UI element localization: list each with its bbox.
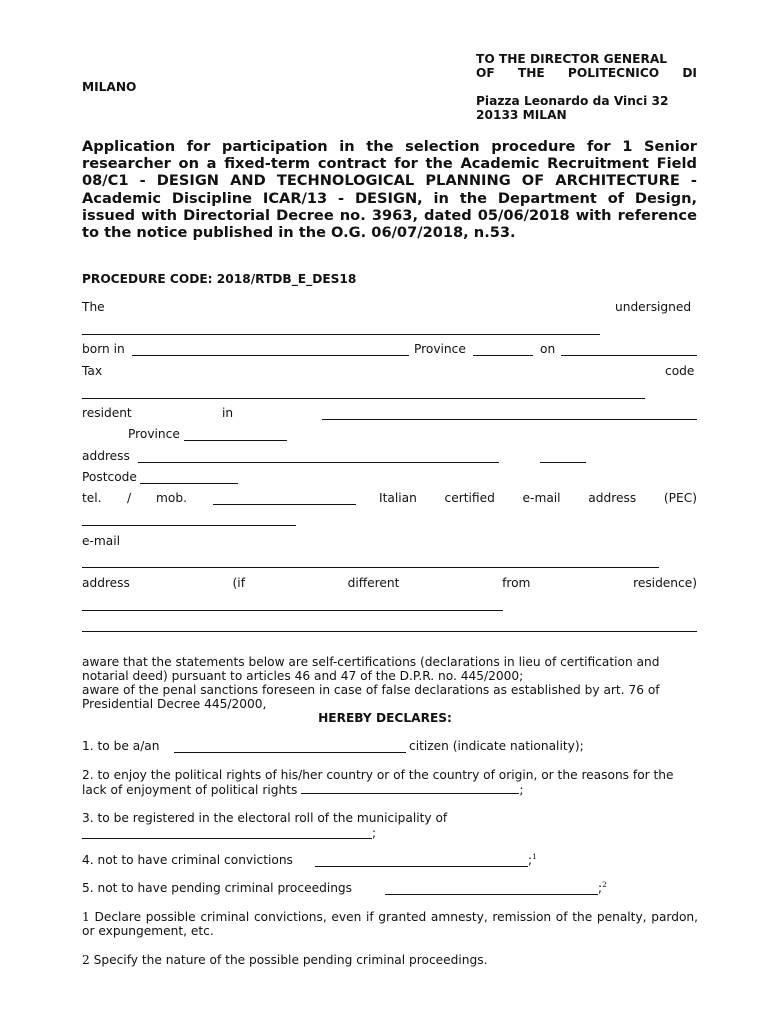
label-tax: Tax xyxy=(82,364,103,378)
residence-field-line[interactable] xyxy=(322,419,697,420)
label-code: code xyxy=(665,364,695,378)
label-mob: mob. xyxy=(156,491,187,505)
declaration-3-text: 3. to be registered in the electoral roll of the municipality of xyxy=(82,811,448,825)
addressee-word: THE xyxy=(517,66,545,80)
label-born-in: born in xyxy=(82,342,125,356)
declaration-5-text: 5. not to have pending criminal proceedings xyxy=(82,881,353,895)
declaration-1-suffix: citizen (indicate nationality); xyxy=(409,739,584,753)
declaration-2-end: ; xyxy=(519,783,524,797)
phone-field-line[interactable] xyxy=(213,504,356,505)
alt-address-word: address xyxy=(82,576,130,590)
label-undersigned: undersigned xyxy=(615,300,692,314)
addressee-street: Piazza Leonardo da Vinci 32 xyxy=(476,94,669,108)
label-province: Province xyxy=(414,342,466,356)
alt-address-word: different xyxy=(347,576,400,590)
addressee-line-1: TO THE DIRECTOR GENERAL xyxy=(476,52,668,66)
footnote-1 xyxy=(82,910,698,938)
pec-word: e-mail xyxy=(522,491,561,505)
email-field-line[interactable] xyxy=(82,567,659,568)
declaration-1-prefix: 1. to be a/an xyxy=(82,739,160,753)
footnote-ref-1[interactable]: 1 xyxy=(532,852,537,861)
alt-address-word: from xyxy=(502,576,531,590)
label-residence-province: Province xyxy=(128,427,180,441)
addressee-word: OF xyxy=(476,66,495,80)
postcode-field-line[interactable] xyxy=(140,483,238,484)
declaration-4-text: 4. not to have criminal convictions xyxy=(82,853,293,867)
footnote-2 xyxy=(82,953,698,967)
pec-field-line[interactable] xyxy=(82,525,296,526)
footnote-ref-2[interactable]: 2 xyxy=(602,880,607,889)
declaration-4-semicolon: ; xyxy=(528,853,533,867)
addressee-word: POLITECNICO xyxy=(567,66,660,80)
birthplace-field-line[interactable] xyxy=(132,355,409,356)
declaration-2-text: 2. to enjoy the political rights of his/her country or of the country of origin, or the reasons for the lack of enjoyment of political rights xyxy=(82,768,674,797)
label-slash: / xyxy=(127,491,132,505)
hereby-declares-heading: HEREBY DECLARES: xyxy=(318,711,452,725)
pec-word: certified xyxy=(444,491,495,505)
procedure-code: PROCEDURE CODE: 2018/RTDB_E_DES18 xyxy=(82,272,357,286)
pec-word: address xyxy=(588,491,637,505)
addressee-line-2 xyxy=(476,66,697,80)
addressee-word: DI xyxy=(682,66,697,80)
aware-self-certification: aware that the statements below are self-certifications (declarations in lieu of certification and notarial deed) pursuant to articles 46 and 47 of the D.P.R. no. 445/2000; xyxy=(82,655,660,683)
label-email: e-mail xyxy=(82,534,121,548)
addressee-postal: 20133 MILAN xyxy=(476,108,567,122)
label-address: address xyxy=(82,449,130,463)
alt-address-word: residence) xyxy=(633,576,697,590)
footnote-2-text: Specify the nature of the possible pending criminal proceedings. xyxy=(93,953,488,967)
label-in: in xyxy=(222,406,234,420)
alt-address-label-row xyxy=(82,576,697,590)
addressee-city: MILANO xyxy=(82,80,137,94)
declaration-4-end xyxy=(528,853,537,867)
birth-province-field-line[interactable] xyxy=(473,355,533,356)
address-field-line[interactable] xyxy=(138,462,499,463)
declaration-3-end: ; xyxy=(372,826,377,840)
tax-code-field-line[interactable] xyxy=(82,398,645,399)
declaration-2 xyxy=(82,768,698,797)
label-on: on xyxy=(540,342,556,356)
label-postcode: Postcode xyxy=(82,470,137,484)
application-title: Application for participation in the selection procedure for 1 Senior researcher on a fixed-term contract for the Academic Recruitment Field 08/C1 - DESIGN AND TECHNOLOGICAL PLANNING OF ARCHITECTURE - Academic Discipline ICAR/13 - DESIGN, in the Department of Design, issued with Directorial Decree no. 3963, dated 05/06/2018 with reference to the notice published in the O.G. 06/07/2018, n.53. xyxy=(82,138,697,242)
label-tel: tel. xyxy=(82,491,102,505)
name-field-line[interactable] xyxy=(82,334,600,335)
declaration-5-end xyxy=(598,881,607,895)
residence-province-field-line[interactable] xyxy=(184,440,287,441)
footnote-1-number: 1 xyxy=(82,910,90,924)
alt-address-field-line-2[interactable] xyxy=(82,631,697,632)
alt-address-word: (if xyxy=(232,576,245,590)
declaration-5-semicolon: ; xyxy=(598,881,603,895)
label-resident: resident xyxy=(82,406,132,420)
municipality-field-line[interactable] xyxy=(82,838,372,839)
pec-word: Italian xyxy=(379,491,417,505)
footnote-2-number: 2 xyxy=(82,953,90,967)
aware-penal-sanctions: aware of the penal sanctions foreseen in case of false declarations as established by art. 76 of Presidential Decree 445/2000, xyxy=(82,683,660,711)
label-the: The xyxy=(82,300,105,314)
alt-address-field-line-1[interactable] xyxy=(82,610,503,611)
political-rights-field-line[interactable] xyxy=(301,782,519,794)
birth-date-field-line[interactable] xyxy=(561,355,697,356)
nationality-field-line[interactable] xyxy=(174,752,406,753)
proceedings-field-line[interactable] xyxy=(385,894,598,895)
pec-label-row xyxy=(379,491,697,505)
house-number-field-line[interactable] xyxy=(540,462,586,463)
pec-word: (PEC) xyxy=(663,491,697,505)
convictions-field-line[interactable] xyxy=(315,866,528,867)
footnote-1-text: Declare possible criminal convictions, even if granted amnesty, remission of the penalty, pardon, or expungement, etc. xyxy=(82,910,699,938)
